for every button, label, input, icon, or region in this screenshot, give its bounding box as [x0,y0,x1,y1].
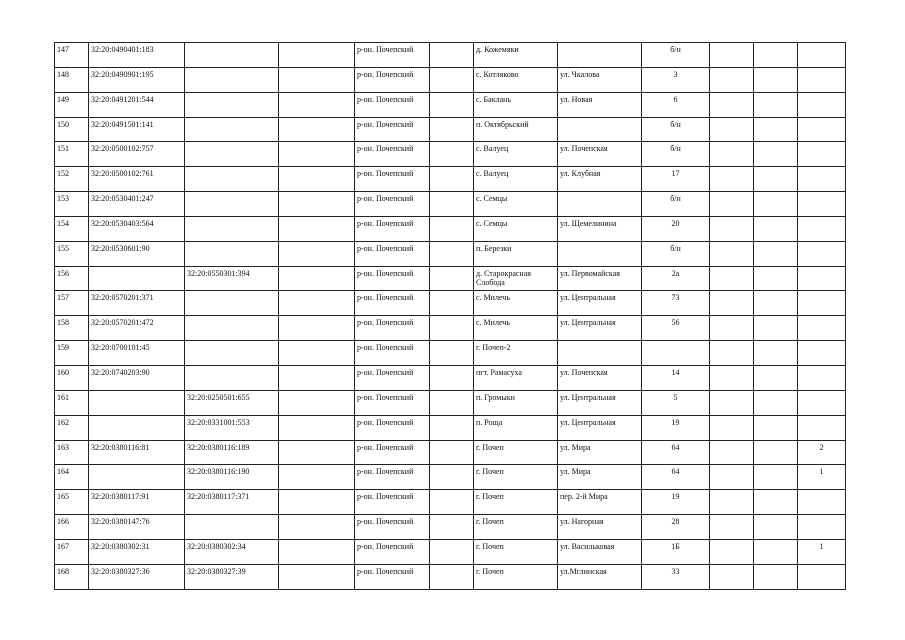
empty-cell [710,142,754,167]
district-cell: р-он. Почепский [355,192,430,217]
empty-cell [754,216,798,241]
house-number-cell: б/н [642,142,710,167]
table-row [55,291,846,316]
empty-cell [754,241,798,266]
cadastral-number-2-cell: 32:20:0331001:553 [185,415,279,440]
empty-cell [710,465,754,490]
empty-cell [279,142,355,167]
district-cell: р-он. Почепский [355,67,430,92]
cadastral-number-2-cell: 32:20:0380302:34 [185,539,279,564]
count-cell: 1 [798,539,846,564]
row-number-cell: 152 [55,167,89,192]
empty-cell [430,142,474,167]
empty-cell [430,167,474,192]
empty-cell [430,539,474,564]
empty-cell [754,43,798,68]
district-cell: р-он. Почепский [355,92,430,117]
locality-cell: г. Почеп [474,440,558,465]
registry-table [54,42,846,590]
row-number-cell: 154 [55,216,89,241]
empty-cell [279,515,355,540]
row-number-cell: 166 [55,515,89,540]
row-number-cell: 150 [55,117,89,142]
cadastral-number-cell: 32:20:0380116:81 [89,440,185,465]
cadastral-number-2-cell [185,241,279,266]
district-cell: р-он. Почепский [355,390,430,415]
locality-cell: г. Почеп [474,515,558,540]
cadastral-number-cell: 32:20:0380327:36 [89,564,185,589]
district-cell: р-он. Почепский [355,216,430,241]
district-cell: р-он. Почепский [355,43,430,68]
count-cell [798,390,846,415]
cadastral-number-cell: 32:20:0500102:757 [89,142,185,167]
row-number-cell: 161 [55,390,89,415]
empty-cell [710,167,754,192]
street-cell [558,43,642,68]
count-cell [798,167,846,192]
empty-cell [710,341,754,366]
row-number-cell: 157 [55,291,89,316]
empty-cell [279,440,355,465]
table-row [55,465,846,490]
row-number-cell: 167 [55,539,89,564]
district-cell: р-он. Почепский [355,341,430,366]
row-number-cell: 151 [55,142,89,167]
empty-cell [710,390,754,415]
empty-cell [279,92,355,117]
locality-cell: г. Почеп [474,564,558,589]
empty-cell [754,365,798,390]
house-number-cell: 1Б [642,539,710,564]
house-number-cell: 3 [642,67,710,92]
table-row [55,216,846,241]
empty-cell [430,564,474,589]
cadastral-number-2-cell: 32:20:0380116:190 [185,465,279,490]
table-row [55,440,846,465]
empty-cell [279,43,355,68]
cadastral-number-cell: 32:20:0491201:544 [89,92,185,117]
street-cell: ул. Почепская [558,142,642,167]
empty-cell [754,465,798,490]
empty-cell [754,490,798,515]
count-cell [798,67,846,92]
row-number-cell: 162 [55,415,89,440]
count-cell [798,266,846,291]
house-number-cell: б/н [642,117,710,142]
street-cell: пер. 2-й Мира [558,490,642,515]
empty-cell [279,266,355,291]
district-cell: р-он. Почепский [355,564,430,589]
cadastral-number-2-cell [185,365,279,390]
district-cell: р-он. Почепский [355,365,430,390]
locality-cell: с. Милечь [474,316,558,341]
cadastral-number-cell [89,266,185,291]
empty-cell [430,291,474,316]
locality-cell: п. Громыки [474,390,558,415]
empty-cell [754,564,798,589]
table-row [55,167,846,192]
table-body [55,43,846,590]
empty-cell [710,291,754,316]
cadastral-number-2-cell [185,515,279,540]
house-number-cell: 19 [642,415,710,440]
cadastral-number-cell: 32:20:0570201:371 [89,291,185,316]
row-number-cell: 168 [55,564,89,589]
table-row [55,43,846,68]
house-number-cell: б/н [642,43,710,68]
cadastral-number-2-cell [185,67,279,92]
cadastral-number-cell: 32:20:0740203:90 [89,365,185,390]
count-cell [798,216,846,241]
district-cell: р-он. Почепский [355,490,430,515]
empty-cell [430,390,474,415]
empty-cell [754,390,798,415]
count-cell [798,142,846,167]
empty-cell [430,266,474,291]
count-cell [798,490,846,515]
cadastral-number-2-cell [185,142,279,167]
count-cell [798,92,846,117]
district-cell: р-он. Почепский [355,316,430,341]
district-cell: р-он. Почепский [355,241,430,266]
street-cell: ул. Центральная [558,390,642,415]
empty-cell [710,266,754,291]
street-cell: ул. Центральная [558,291,642,316]
cadastral-number-2-cell [185,92,279,117]
street-cell: ул. Мира [558,465,642,490]
empty-cell [710,415,754,440]
empty-cell [279,167,355,192]
house-number-cell: б/н [642,192,710,217]
empty-cell [279,465,355,490]
empty-cell [279,192,355,217]
street-cell [558,341,642,366]
house-number-cell [642,341,710,366]
district-cell: р-он. Почепский [355,440,430,465]
street-cell [558,192,642,217]
row-number-cell: 163 [55,440,89,465]
empty-cell [710,43,754,68]
count-cell: 1 [798,465,846,490]
empty-cell [279,539,355,564]
table-row [55,515,846,540]
locality-cell: с. Семцы [474,216,558,241]
street-cell [558,117,642,142]
empty-cell [754,440,798,465]
district-cell: р-он. Почепский [355,291,430,316]
count-cell [798,241,846,266]
locality-cell: г. Почеп [474,539,558,564]
empty-cell [754,341,798,366]
empty-cell [710,241,754,266]
district-cell: р-он. Почепский [355,167,430,192]
empty-cell [754,316,798,341]
cadastral-number-2-cell [185,167,279,192]
count-cell [798,365,846,390]
empty-cell [710,67,754,92]
house-number-cell: 64 [642,440,710,465]
district-cell: р-он. Почепский [355,415,430,440]
empty-cell [279,316,355,341]
house-number-cell: 20 [642,216,710,241]
cadastral-number-cell: 32:20:0530403:564 [89,216,185,241]
table-row [55,539,846,564]
cadastral-number-cell [89,390,185,415]
house-number-cell: 28 [642,515,710,540]
table-row [55,266,846,291]
empty-cell [430,192,474,217]
locality-cell: с. Валуец [474,167,558,192]
cadastral-number-2-cell: 32:20:0380117:371 [185,490,279,515]
table-row [55,490,846,515]
house-number-cell: 33 [642,564,710,589]
empty-cell [710,515,754,540]
row-number-cell: 155 [55,241,89,266]
empty-cell [710,117,754,142]
count-cell [798,192,846,217]
cadastral-number-cell: 32:20:0380147:76 [89,515,185,540]
empty-cell [279,564,355,589]
district-cell: р-он. Почепский [355,266,430,291]
empty-cell [279,365,355,390]
locality-cell: с. Котляково [474,67,558,92]
empty-cell [754,192,798,217]
locality-cell: пгт. Рамасуха [474,365,558,390]
cadastral-number-cell: 32:20:0570201:472 [89,316,185,341]
empty-cell [710,490,754,515]
empty-cell [430,490,474,515]
locality-cell: с. Милечь [474,291,558,316]
empty-cell [279,415,355,440]
cadastral-number-cell: 32:20:0530601:90 [89,241,185,266]
empty-cell [710,316,754,341]
cadastral-number-cell: 32:20:0380302:31 [89,539,185,564]
locality-cell: с. Валуец [474,142,558,167]
empty-cell [710,216,754,241]
street-cell: ул. Васильковая [558,539,642,564]
empty-cell [430,216,474,241]
empty-cell [754,266,798,291]
table-row [55,241,846,266]
house-number-cell: 19 [642,490,710,515]
table-row [55,192,846,217]
empty-cell [430,67,474,92]
house-number-cell: 14 [642,365,710,390]
cadastral-number-2-cell [185,341,279,366]
empty-cell [710,564,754,589]
district-cell: р-он. Почепский [355,515,430,540]
empty-cell [754,92,798,117]
district-cell: р-он. Почепский [355,117,430,142]
street-cell: ул. Почепская [558,365,642,390]
house-number-cell: б/н [642,241,710,266]
empty-cell [430,117,474,142]
empty-cell [754,515,798,540]
row-number-cell: 165 [55,490,89,515]
row-number-cell: 158 [55,316,89,341]
empty-cell [754,167,798,192]
street-cell: ул. Чкалова [558,67,642,92]
street-cell: ул. Нагорная [558,515,642,540]
count-cell [798,415,846,440]
empty-cell [279,341,355,366]
row-number-cell: 160 [55,365,89,390]
row-number-cell: 148 [55,67,89,92]
empty-cell [754,67,798,92]
cadastral-number-cell [89,465,185,490]
house-number-cell: 56 [642,316,710,341]
district-cell: р-он. Почепский [355,539,430,564]
cadastral-number-2-cell: 32:20:0380116:189 [185,440,279,465]
cadastral-number-2-cell [185,43,279,68]
count-cell [798,316,846,341]
empty-cell [279,291,355,316]
cadastral-number-2-cell [185,291,279,316]
row-number-cell: 164 [55,465,89,490]
cadastral-number-cell: 32:20:0380117:91 [89,490,185,515]
empty-cell [710,192,754,217]
row-number-cell: 153 [55,192,89,217]
empty-cell [710,440,754,465]
table-row [55,390,846,415]
empty-cell [430,43,474,68]
locality-cell: г. Почеп-2 [474,341,558,366]
cadastral-number-2-cell: 32:20:0550301:394 [185,266,279,291]
cadastral-number-cell: 32:20:0530401:247 [89,192,185,217]
table-row [55,117,846,142]
locality-cell: с. Баклань [474,92,558,117]
table-row [55,365,846,390]
empty-cell [710,92,754,117]
house-number-cell: 5 [642,390,710,415]
table-row [55,67,846,92]
count-cell [798,564,846,589]
street-cell: ул. Новая [558,92,642,117]
empty-cell [430,92,474,117]
table-row [55,316,846,341]
empty-cell [430,365,474,390]
district-cell: р-он. Почепский [355,465,430,490]
empty-cell [430,440,474,465]
street-cell: ул. Щемелинина [558,216,642,241]
row-number-cell: 156 [55,266,89,291]
empty-cell [279,117,355,142]
empty-cell [430,341,474,366]
empty-cell [279,216,355,241]
empty-cell [279,490,355,515]
empty-cell [279,67,355,92]
locality-cell: г. Почеп [474,465,558,490]
locality-cell: п. Октябрьский [474,117,558,142]
street-cell: ул. Первомайская [558,266,642,291]
empty-cell [430,515,474,540]
cadastral-number-2-cell [185,192,279,217]
empty-cell [754,415,798,440]
empty-cell [430,465,474,490]
empty-cell [430,415,474,440]
row-number-cell: 149 [55,92,89,117]
empty-cell [754,117,798,142]
locality-cell: п. Березки [474,241,558,266]
locality-cell: д. Старокрасная Слобода [474,266,558,291]
table-row [55,142,846,167]
street-cell: ул. Центральная [558,316,642,341]
empty-cell [430,241,474,266]
count-cell [798,515,846,540]
locality-cell: д. Кожемяки [474,43,558,68]
street-cell: ул.Мглинская [558,564,642,589]
house-number-cell: 73 [642,291,710,316]
count-cell [798,341,846,366]
empty-cell [754,539,798,564]
count-cell: 2 [798,440,846,465]
street-cell: ул. Центральная [558,415,642,440]
street-cell [558,241,642,266]
street-cell: ул. Мира [558,440,642,465]
cadastral-number-cell: 32:20:0490401:183 [89,43,185,68]
cadastral-number-2-cell: 32:20:0380327:39 [185,564,279,589]
empty-cell [279,390,355,415]
district-cell: р-он. Почепский [355,142,430,167]
house-number-cell: 64 [642,465,710,490]
cadastral-number-cell: 32:20:0491501:141 [89,117,185,142]
house-number-cell: 17 [642,167,710,192]
locality-cell: п. Роща [474,415,558,440]
cadastral-number-cell: 32:20:0700101:45 [89,341,185,366]
house-number-cell: 2а [642,266,710,291]
locality-cell: с. Семцы [474,192,558,217]
count-cell [798,117,846,142]
empty-cell [279,241,355,266]
house-number-cell: 6 [642,92,710,117]
empty-cell [754,291,798,316]
locality-cell: г. Почеп [474,490,558,515]
count-cell [798,43,846,68]
table-row [55,92,846,117]
cadastral-number-cell: 32:20:0490901:195 [89,67,185,92]
empty-cell [710,539,754,564]
count-cell [798,291,846,316]
cadastral-number-2-cell [185,216,279,241]
empty-cell [710,365,754,390]
table-row [55,415,846,440]
cadastral-number-2-cell [185,316,279,341]
row-number-cell: 147 [55,43,89,68]
cadastral-number-cell [89,415,185,440]
empty-cell [430,316,474,341]
table-row [55,564,846,589]
empty-cell [754,142,798,167]
cadastral-number-2-cell [185,117,279,142]
cadastral-number-2-cell: 32:20:0250501:655 [185,390,279,415]
table-row [55,341,846,366]
cadastral-number-cell: 32:20:0500102:761 [89,167,185,192]
street-cell: ул. Клубная [558,167,642,192]
row-number-cell: 159 [55,341,89,366]
